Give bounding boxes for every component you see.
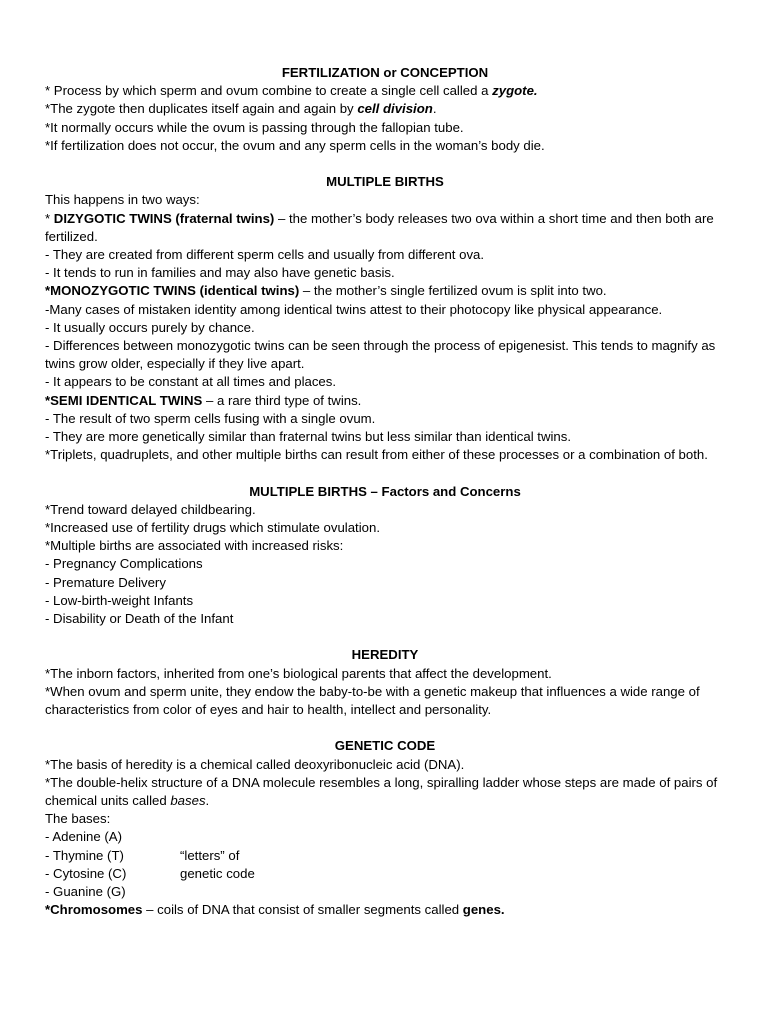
heading-multiple-births: MULTIPLE BIRTHS xyxy=(326,174,444,190)
mb-triplets: *Triplets, quadruplets, and other multiple births can result from either of these processes or a combination of both. xyxy=(45,447,708,463)
heading-fertilization: FERTILIZATION or CONCEPTION xyxy=(281,65,489,80)
gc-base-cytosine: - Cytosine (C) xyxy=(45,865,127,881)
mb-dizygotic-2: - It tends to run in families and may also have genetic basis. xyxy=(45,265,395,281)
mb-dizygotic-1: - They are created from different sperm cells and usually from different ova. xyxy=(45,247,485,263)
fert-line-2: *The zygote then duplicates itself again and again by cell division. xyxy=(45,101,437,117)
mb-semi-identical-1: - The result of two sperm cells fusing with a single ovum. xyxy=(45,410,376,426)
heading-genetic-code: GENETIC CODE xyxy=(334,738,436,754)
gc-base-thymine: - Thymine (T) xyxy=(45,847,124,863)
factor-item: *Trend toward delayed childbearing. xyxy=(45,501,256,517)
factor-item: - Low-birth-weight Infants xyxy=(45,592,194,608)
gc-base-cytosine-row xyxy=(45,865,725,883)
fert-line-1: * Process by which sperm and ovum combine to create a single cell called a zygote. xyxy=(45,83,538,99)
factor-item: - Premature Delivery xyxy=(45,574,166,590)
factor-item: - Disability or Death of the Infant xyxy=(45,611,234,627)
mb-monozygotic-4: - It appears to be constant at all times and places. xyxy=(45,374,337,390)
heredity-line-1: *The inborn factors, inherited from one’s biological parents that affect the development. xyxy=(45,665,552,681)
factor-item: - Pregnancy Complications xyxy=(45,556,203,572)
gc-chromosomes: *Chromosomes – coils of DNA that consist of smaller segments called genes. xyxy=(45,902,505,918)
mb-monozygotic-3: - Differences between monozygotic twins can be seen through the process of epigenesist. This tends to magnify as twins grow older, especially if they live apart. xyxy=(45,338,716,372)
mb-monozygotic-2: - It usually occurs purely by chance. xyxy=(45,319,255,335)
gc-line-1: *The basis of heredity is a chemical called deoxyribonucleic acid (DNA). xyxy=(45,756,465,772)
mb-semi-identical-2: - They are more genetically similar than fraternal twins but less similar than identical twins. xyxy=(45,429,572,445)
heading-factors: MULTIPLE BIRTHS – Factors and Concerns xyxy=(249,483,521,499)
mb-dizygotic: * DIZYGOTIC TWINS (fraternal twins) – the mother’s body releases two ova within a short time and then both are fertilized. xyxy=(45,210,714,244)
gc-letters-note: “letters” of xyxy=(180,847,240,863)
heredity-line-2: *When ovum and sperm unite, they endow the baby-to-be with a genetic makeup that influences a wide range of characteristics from color of eyes and hair to health, intellect and personality. xyxy=(45,683,700,718)
gc-base-guanine: - Guanine (G) xyxy=(45,884,126,900)
factor-item: *Multiple births are associated with increased risks: xyxy=(45,538,344,554)
heading-heredity: HEREDITY xyxy=(351,647,419,663)
gc-line-2: *The double-helix structure of a DNA molecule resembles a long, spiralling ladder whose steps are made of pairs of chemical units called bases. xyxy=(45,774,718,809)
mb-monozygotic-1: -Many cases of mistaken identity among identical twins attest to their photocopy like physical appearance. xyxy=(45,301,663,317)
fert-line-4: *If fertilization does not occur, the ovum and any sperm cells in the woman’s body die. xyxy=(45,137,545,153)
gc-genetic-code-note: genetic code xyxy=(180,865,255,881)
fert-line-3: *It normally occurs while the ovum is passing through the fallopian tube. xyxy=(45,119,464,135)
gc-bases-label: The bases: xyxy=(45,811,111,827)
gc-base-thymine-row xyxy=(45,847,725,865)
mb-semi-identical: *SEMI IDENTICAL TWINS – a rare third type of twins. xyxy=(45,392,362,408)
factor-item: *Increased use of fertility drugs which stimulate ovulation. xyxy=(45,520,380,536)
mb-monozygotic: *MONOZYGOTIC TWINS (identical twins) – the mother’s single fertilized ovum is split into two. xyxy=(45,283,607,299)
gc-base-adenine: - Adenine (A) xyxy=(45,829,122,845)
document-body xyxy=(45,64,725,919)
mb-intro: This happens in two ways: xyxy=(45,192,200,208)
